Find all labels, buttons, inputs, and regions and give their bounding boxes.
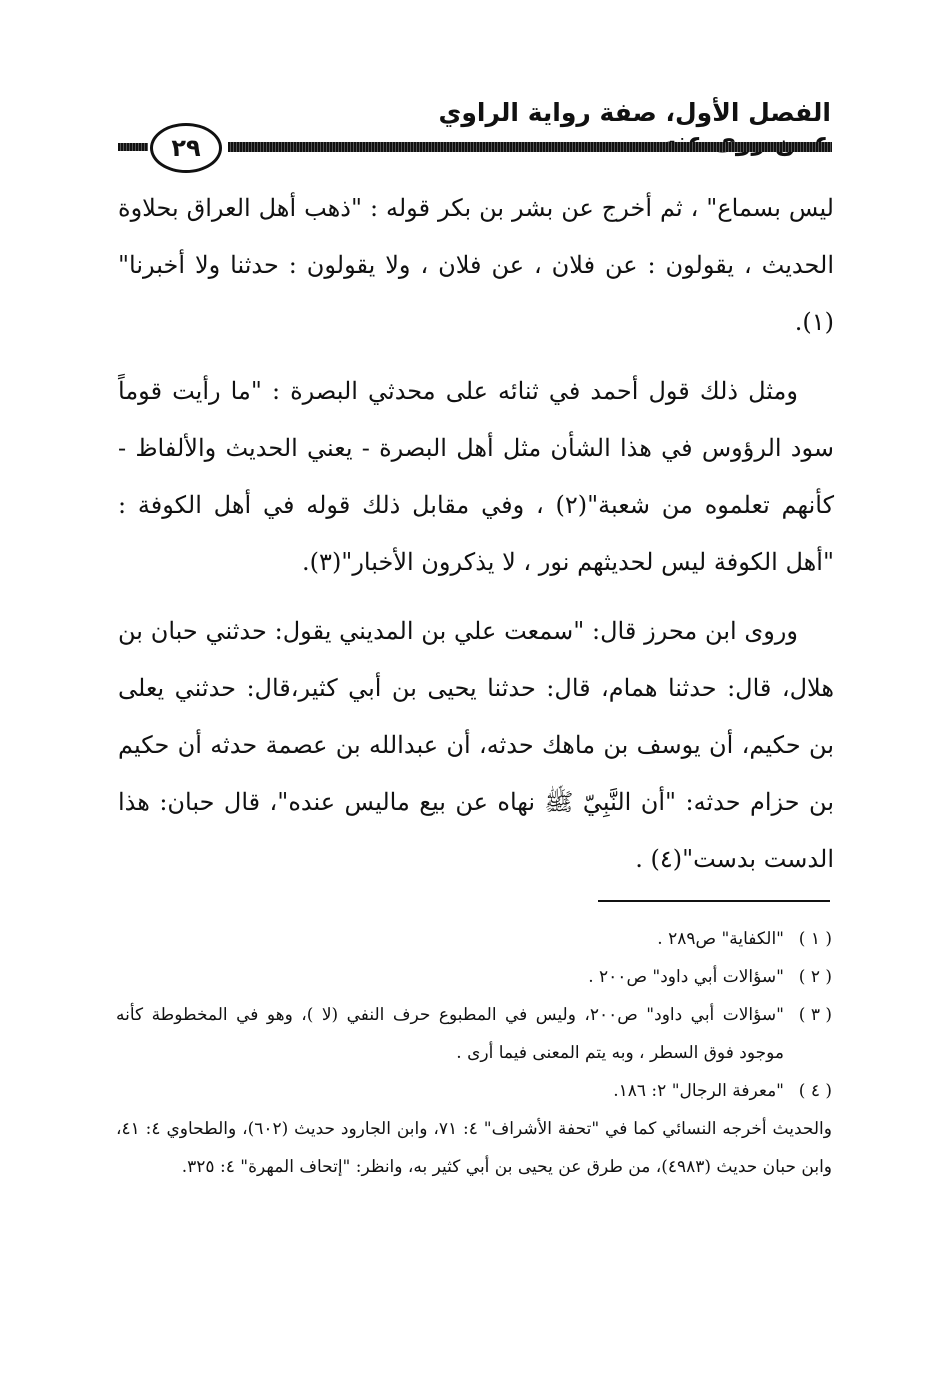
footnotes: [116, 920, 832, 1186]
footnote-number: ( ٢ ): [798, 967, 832, 987]
footnote-text: "سؤالات أبي داود" ص٢٠٠، وليس في المطبوع حرف النفي (لا )، وهو في المخطوطة كأنه موجود فوق السطر ، وبه يتم المعنى فيما أرى .: [116, 1005, 784, 1063]
paragraph-1: ليس بسماع" ، ثم أخرج عن بشر بن بكر قوله : "ذهب أهل العراق بحلاوة الحديث ، يقولون : عن فلان ، عن فلان ، ولا يقولون : حدثنا ولا أخبرنا"(١).: [118, 194, 834, 336]
paragraph-3: وروى ابن محرز قال: "سمعت علي بن المديني يقول: حدثني حبان بن هلال، قال: حدثنا همام، قال: حدثنا يحيى بن أبي كثير،قال: حدثني يعلى بن حكيم، أن يوسف بن ماهك حدثه، أن عبدالله بن عصمة حدثه أن حكيم بن حزام حدثه: "أن النَّبِيّ ﷺ نهاه عن بيع ماليس عنده"، قال حبان: هذا الدست بدست"(٤) .: [118, 617, 834, 873]
running-title: الفصل الأول، صفة رواية الراوي: [438, 98, 831, 127]
footnote-separator: [598, 900, 830, 902]
footnote-3: [116, 996, 832, 1072]
footnote-number: ( ٤ ): [798, 1081, 832, 1101]
footnote-text: "الكفاية" ص٢٨٩ .: [657, 929, 784, 949]
page-number: ٢٩: [150, 123, 222, 173]
header-rule-left: [118, 143, 148, 151]
footnote-4: [116, 1072, 832, 1110]
main-text: [118, 180, 834, 900]
paragraph-2: ومثل ذلك قول أحمد في ثنائه على محدثي البصرة : "ما رأيت قوماً سود الرؤوس في هذا الشأن مثل أهل البصرة - يعني الحديث والألفاظ - كأنهم تعلموه من شعبة"(٢) ، وفي مقابل ذلك قوله في أهل الكوفة : "أهل الكوفة ليس لحديثهم نور ، لا يذكرون الأخبار"(٣).: [118, 377, 834, 576]
footnote-text: "معرفة الرجال" ٢: ١٨٦.: [613, 1081, 784, 1101]
footnote-2: [116, 958, 832, 996]
footnote-text: "سؤالات أبي داود" ص٢٠٠ .: [588, 967, 784, 987]
footnote-4-continuation: والحديث أخرجه النسائي كما في "تحفة الأشراف" ٤: ٧١، وابن الجارود حديث (٦٠٢)، والطحاوي ٤: ٤١، وابن حبان حديث (٤٩٨٣)، من طرق عن يحيى بن أبي كثير به، وانظر: "إتحاف المهرة" ٤: ٣٢٥.: [116, 1119, 832, 1177]
footnote-number: ( ٣ ): [798, 1005, 832, 1025]
footnote-1: [116, 920, 832, 958]
header-rule: [228, 142, 832, 152]
footnote-number: ( ١ ): [798, 929, 832, 949]
